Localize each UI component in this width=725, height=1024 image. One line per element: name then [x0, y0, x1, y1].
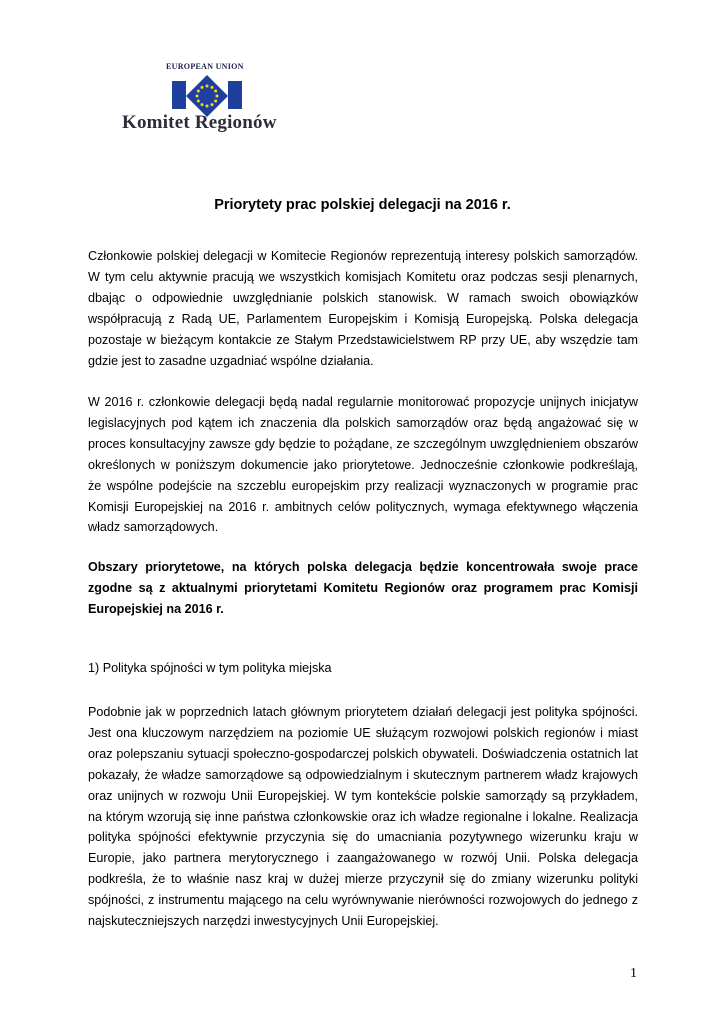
logo-name: Komitet Regionów: [122, 112, 277, 133]
paragraph-4: Podobnie jak w poprzednich latach głównym priorytetem działań delegacji jest polityka spójności. Jest ona kluczowym narzędziem na poziomie UE służącym rozwojowi polskich regionów i miast oraz polepszaniu sytuacji społeczno-gospodarczej polskich obywateli. Doświadczenia ostatnich lat pokazały, że władze samorządowe są odpowiedzialnym i skutecznym partnerem władz krajowych oraz unijnych w rozwoju Unii Europejskiej. W tym kontekście polskie samorządy są przykładem, na którym wzorują się inne państwa członkowskie oraz ich władze regionalne i lokalne. Realizacja polityka spójności efektywnie przyczynia się do umacniania pozytywnego wizerunku kraju w Europie, jako partnera merytorycznego i zaangażowanego w rozwój Unii. Polska delegacja podkreśla, że to właśnie nasz kraj w dużej mierze przyczynił się do zmiany wizerunku polityki spójności, z instrumentu mającego na celu wyrównywanie nierówności rozwojowych do jednego z najskuteczniejszych narzędzi inwestycyjnych Unii Europejskiej.: [88, 705, 638, 929]
eu-stars-icon: [172, 75, 242, 117]
logo-star: [211, 86, 214, 89]
logo-star: [201, 103, 204, 106]
committee-of-regions-logo: [122, 60, 292, 140]
logo-left-block: [172, 81, 186, 109]
logo-star: [214, 90, 217, 93]
logo-star: [211, 103, 214, 106]
logo-star: [206, 105, 209, 108]
page-number: 1: [630, 966, 637, 981]
logo-star: [197, 90, 200, 93]
paragraph-3-bold: Obszary priorytetowe, na których polska delegacja będzie koncentrowała swoje prace zgodne są z aktualnymi priorytetami Komitetu Regionów oraz programem prac Komisji Europejskiej na 2016 r.: [88, 560, 638, 616]
section-1-heading: 1) Polityka spójności w tym polityka miejska: [88, 661, 332, 675]
document-title: Priorytety prac polskiej delegacji na 2016 r.: [214, 197, 511, 213]
logo-star: [216, 95, 219, 98]
logo-star: [206, 85, 209, 88]
logo-star: [196, 95, 199, 98]
logo-star: [201, 86, 204, 89]
paragraph-1: Członkowie polskiej delegacji w Komitecie Regionów reprezentują interesy polskich samorządów. W tym celu aktywnie pracują we wszystkich komisjach Komitetu oraz podczas sesji plenarnych, dbając o odpowiednie uwzględnianie polskich stanowisk. W ramach swoich obowiązków współpracują z Radą UE, Parlamentem Europejskim i Komisją Europejską. Polska delegacja pozostaje w bieżącym kontakcie ze Stałym Przedstawicielstwem RP przy UE, aby wszędzie tam gdzie jest to zasadne uzgadniać wspólne działania.: [88, 249, 638, 368]
paragraph-2: W 2016 r. członkowie delegacji będą nadal regularnie monitorować propozycje unijnych inicjatyw legislacyjnych pod kątem ich znaczenia dla polskich samorządów oraz będą angażować się w proces konsultacyjny zawsze gdy będzie to pożądane, ze szczególnym uwzględnieniem obszarów określonych w poniższym dokumencie jako priorytetowe. Jednocześnie członkowie podkreślają, że wspólne podejście na szczeblu europejskim przy realizacji wyznaczonych w programie prac Komisji Europejskiej na 2016 r. ambitnych celów politycznych, wymaga efektywnego włączenia władz samorządowych.: [88, 395, 638, 535]
logo-top-text: EUROPEAN UNION: [166, 62, 244, 71]
logo-star: [214, 100, 217, 103]
logo-star: [197, 100, 200, 103]
logo-diamond: [186, 75, 228, 117]
logo-right-block: [228, 81, 242, 109]
